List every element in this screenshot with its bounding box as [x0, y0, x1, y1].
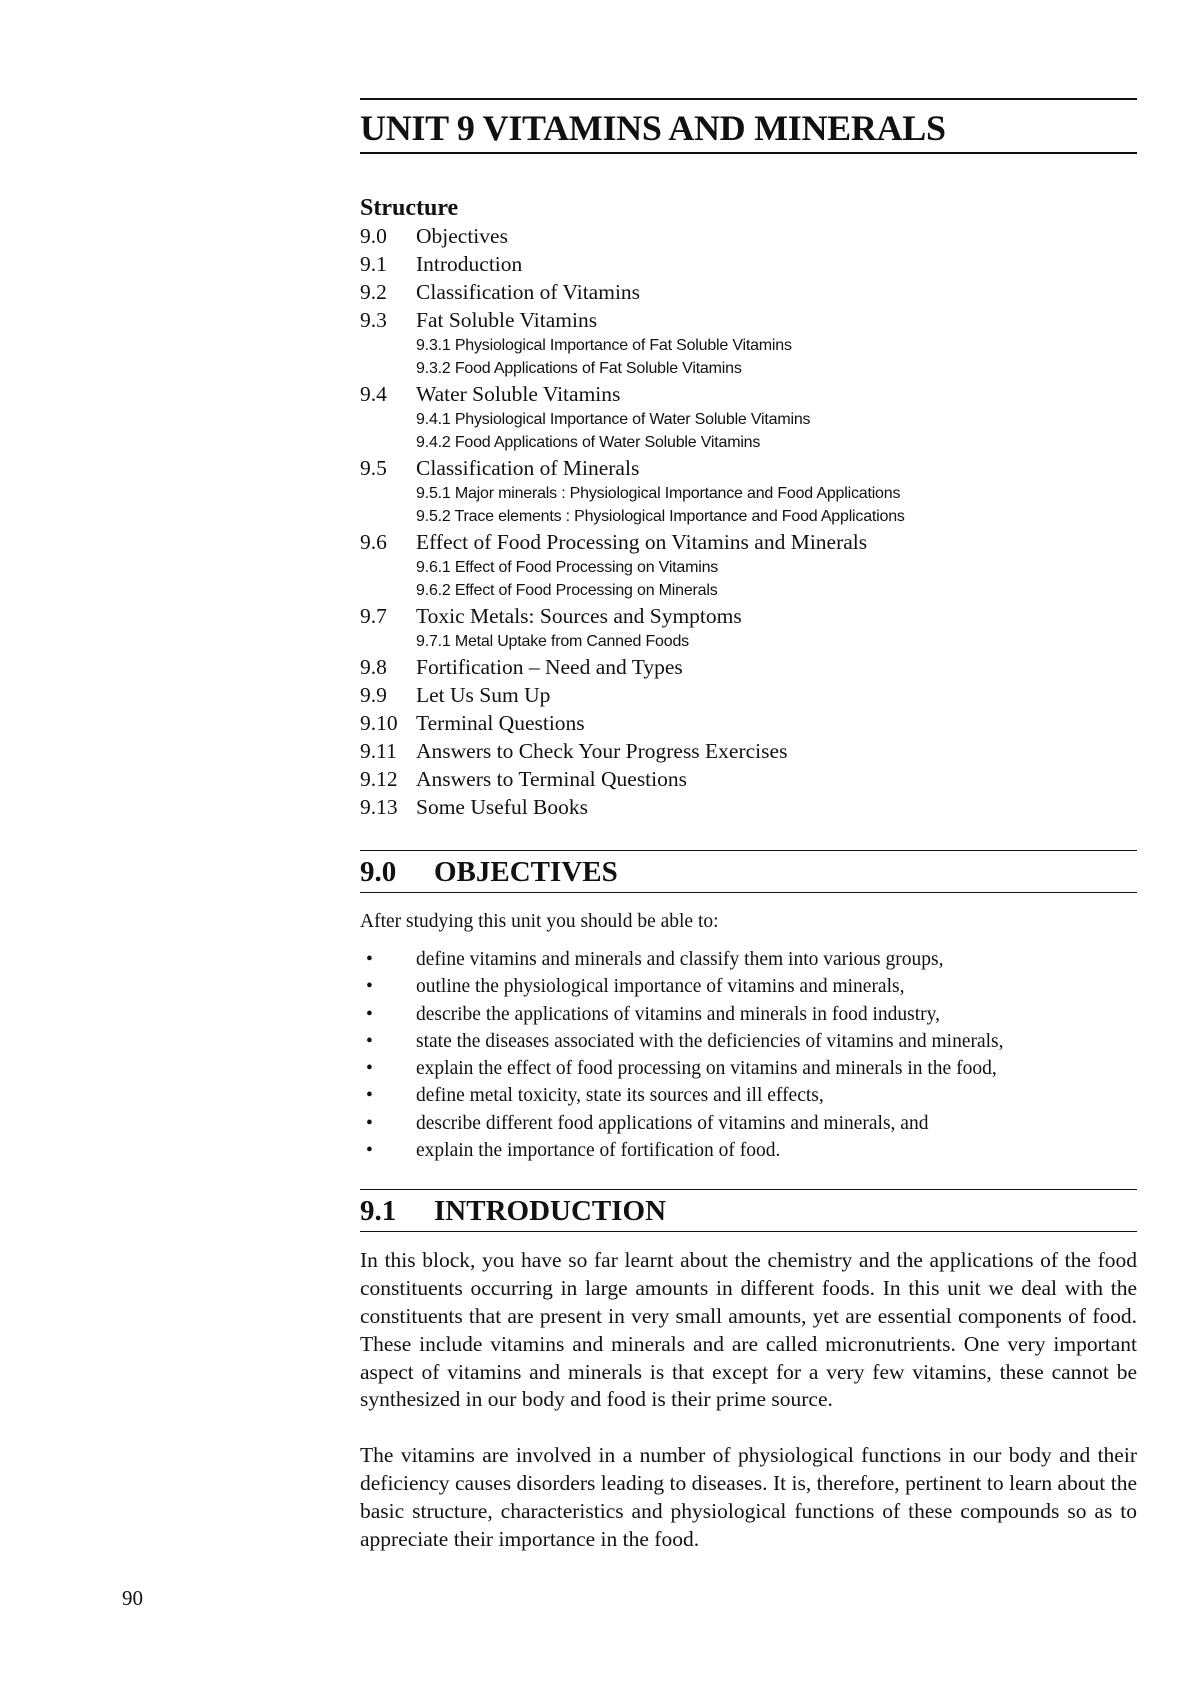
toc-subentry: 9.6.1 Effect of Food Processing on Vitamins	[416, 559, 719, 576]
toc-label: Some Useful Books	[416, 795, 588, 819]
objective-text: explain the effect of food processing on vitamins and minerals in the food,	[416, 1058, 997, 1080]
bullet-icon: •	[366, 1140, 373, 1162]
objective-text: state the diseases associated with the deficiencies of vitamins and minerals,	[416, 1030, 1004, 1052]
objective-text: outline the physiological importance of vitamins and minerals,	[416, 976, 905, 998]
objective-item	[360, 1028, 1137, 1055]
toc-label: Classification of Minerals	[416, 456, 640, 480]
toc-row	[360, 681, 1137, 709]
toc-row	[360, 653, 1137, 681]
introduction-paragraph: The vitamins are involved in a number of physiological functions in our body and their deficiency causes disorders leading to diseases. It is, therefore, pertinent to learn about the basic structure, characteristics and physiological functions of these compounds so as to appreciate their importance in the food.	[360, 1443, 1137, 1551]
toc-row	[360, 306, 1137, 334]
page-content	[360, 98, 1137, 1553]
toc-entry	[360, 793, 1137, 821]
bullet-icon: •	[366, 976, 373, 998]
toc-row	[360, 380, 1137, 408]
toc-entry	[360, 602, 1137, 653]
objectives-lead: After studying this unit you should be able to:	[360, 911, 719, 932]
toc-row	[360, 709, 1137, 737]
toc-row	[360, 602, 1137, 630]
objective-item	[360, 1055, 1137, 1082]
toc-subentry: 9.4.1 Physiological Importance of Water Soluble Vitamins	[416, 411, 811, 428]
toc-sublist	[416, 482, 1137, 528]
toc-row	[360, 737, 1137, 765]
toc-subentry: 9.4.2 Food Applications of Water Soluble Vitamins	[416, 434, 761, 451]
toc-number: 9.0	[360, 224, 387, 248]
toc-number: 9.13	[360, 795, 398, 819]
toc-row	[360, 793, 1137, 821]
toc-entry	[360, 454, 1137, 528]
bullet-icon: •	[366, 949, 373, 970]
toc-label: Water Soluble Vitamins	[416, 382, 621, 406]
toc-row	[360, 222, 1137, 250]
toc-sublist	[416, 334, 1137, 380]
toc-entry	[360, 222, 1137, 250]
toc-number: 9.10	[360, 711, 398, 735]
objective-item	[360, 1110, 1137, 1137]
objective-item	[360, 946, 1137, 973]
toc-entry	[360, 653, 1137, 681]
toc-label: Let Us Sum Up	[416, 683, 551, 707]
bullet-icon: •	[366, 1003, 373, 1025]
toc-number: 9.5	[360, 456, 387, 480]
toc-label: Fortification – Need and Types	[416, 655, 683, 679]
toc-entry	[360, 278, 1137, 306]
toc-label: Objectives	[416, 224, 508, 248]
toc-number: 9.2	[360, 280, 387, 304]
toc-number: 9.9	[360, 683, 387, 707]
toc-sublist	[416, 630, 1137, 653]
toc-entry	[360, 380, 1137, 454]
toc-subentry: 9.7.1 Metal Uptake from Canned Foods	[416, 633, 689, 650]
toc-number: 9.8	[360, 655, 387, 679]
toc-row	[360, 454, 1137, 482]
bullet-icon: •	[366, 1030, 373, 1052]
section-number: 9.0	[360, 856, 397, 888]
toc-label: Classification of Vitamins	[416, 280, 641, 304]
toc-entry	[360, 250, 1137, 278]
table-of-contents	[360, 222, 1137, 821]
toc-subentry: 9.3.2 Food Applications of Fat Soluble Vitamins	[416, 360, 742, 377]
bullet-icon: •	[366, 1085, 373, 1107]
toc-row	[360, 528, 1137, 556]
toc-number: 9.6	[360, 530, 387, 554]
toc-sublist	[416, 408, 1137, 454]
structure-heading: Structure	[360, 195, 459, 221]
toc-row	[360, 278, 1137, 306]
toc-label: Answers to Terminal Questions	[416, 767, 687, 791]
toc-subentry: 9.6.2 Effect of Food Processing on Minerals	[416, 582, 718, 599]
toc-number: 9.12	[360, 767, 398, 791]
section-title: INTRODUCTION	[434, 1195, 667, 1228]
toc-label: Toxic Metals: Sources and Symptoms	[416, 604, 742, 628]
toc-number: 9.1	[360, 252, 387, 276]
toc-entry	[360, 681, 1137, 709]
page-number: 90	[122, 1586, 143, 1610]
objectives-heading	[360, 850, 1137, 893]
objective-text: describe the applications of vitamins and minerals in food industry,	[416, 1003, 941, 1025]
toc-entry	[360, 709, 1137, 737]
toc-number: 9.3	[360, 308, 387, 332]
toc-entry	[360, 765, 1137, 793]
toc-row	[360, 765, 1137, 793]
objective-item	[360, 973, 1137, 1000]
section-number: 9.1	[360, 1195, 397, 1228]
bullet-icon: •	[366, 1112, 373, 1134]
objective-text: describe different food applications of vitamins and minerals, and	[416, 1112, 929, 1134]
toc-number: 9.11	[360, 739, 397, 763]
toc-entry	[360, 737, 1137, 765]
toc-number: 9.4	[360, 382, 387, 406]
toc-label: Introduction	[416, 252, 523, 276]
toc-label: Terminal Questions	[416, 711, 585, 735]
objective-item	[360, 1082, 1137, 1109]
objectives-list	[360, 946, 1137, 1164]
toc-entry	[360, 528, 1137, 602]
toc-subentry: 9.3.1 Physiological Importance of Fat Soluble Vitamins	[416, 337, 792, 354]
objective-text: define metal toxicity, state its sources and ill effects,	[416, 1085, 824, 1107]
toc-label: Fat Soluble Vitamins	[416, 308, 598, 332]
objective-item	[360, 1001, 1137, 1028]
toc-label: Effect of Food Processing on Vitamins and Minerals	[416, 530, 868, 554]
bullet-icon: •	[366, 1058, 373, 1080]
objective-text: explain the importance of fortification of food.	[416, 1140, 781, 1162]
objective-text: define vitamins and minerals and classify them into various groups,	[416, 949, 944, 970]
objective-item	[360, 1137, 1137, 1164]
unit-title: UNIT 9 VITAMINS AND MINERALS	[360, 98, 1137, 154]
toc-number: 9.7	[360, 604, 387, 628]
introduction-paragraph: In this block, you have so far learnt about the chemistry and the applications of the food constituents occurring in large amounts in different foods. In this unit we deal with the constituents that are present in very small amounts, yet are essential components of food. These include vitamins and minerals and are called micronutrients. One very important aspect of vitamins and minerals is that except for a very few vitamins, these cannot be synthesized in our body and food is their prime source.	[360, 1248, 1137, 1412]
toc-subentry: 9.5.2 Trace elements : Physiological Importance and Food Applications	[416, 508, 905, 525]
toc-sublist	[416, 556, 1137, 602]
toc-row	[360, 250, 1137, 278]
introduction-heading	[360, 1189, 1137, 1232]
section-title: OBJECTIVES	[434, 856, 618, 888]
toc-label: Answers to Check Your Progress Exercises	[416, 739, 788, 763]
toc-entry	[360, 306, 1137, 380]
toc-subentry: 9.5.1 Major minerals : Physiological Importance and Food Applications	[416, 485, 901, 502]
